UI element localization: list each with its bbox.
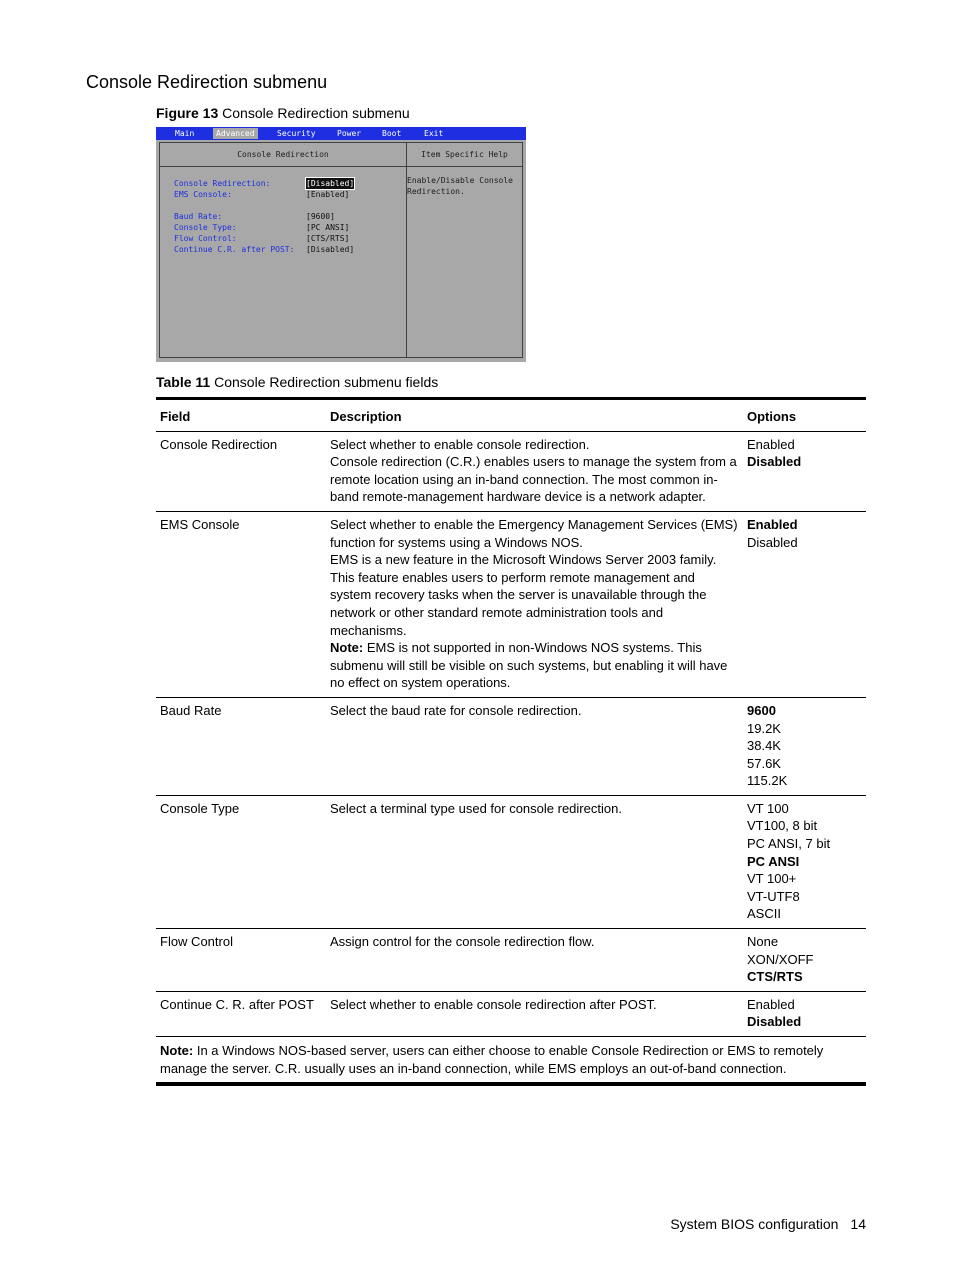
option-value: ASCII — [747, 906, 781, 922]
table-row — [156, 795, 866, 928]
table-label: Table 11 — [156, 374, 211, 390]
figure-caption-text: Console Redirection submenu — [222, 105, 410, 121]
field-cell: Console Type — [156, 795, 326, 928]
option-value: PC ANSI, 7 bit — [747, 836, 831, 852]
bios-item-value[interactable]: [9600] — [306, 212, 335, 221]
options-cell — [743, 795, 866, 928]
column-header-field: Field — [156, 399, 326, 432]
table-caption — [156, 374, 438, 390]
bios-menu-main[interactable]: Main — [175, 129, 195, 138]
option-value: None — [747, 934, 779, 950]
note-label: Note: — [330, 640, 364, 656]
option-value: Enabled — [747, 996, 795, 1012]
option-value: 38.4K — [747, 738, 781, 754]
description-cell — [326, 431, 743, 511]
section-title: Console Redirection submenu — [86, 72, 328, 92]
bios-menu-advanced[interactable]: Advanced — [213, 128, 258, 139]
field-cell: Baud Rate — [156, 697, 326, 795]
option-default: Disabled — [747, 454, 802, 470]
table-row — [156, 697, 866, 795]
option-value: VT 100 — [747, 800, 789, 816]
bios-menu-power[interactable]: Power — [337, 129, 362, 138]
bios-help-line: Enable/Disable Console — [407, 176, 513, 185]
bios-item-value[interactable]: [Disabled] — [306, 179, 355, 188]
option-default: CTS/RTS — [747, 969, 803, 985]
bios-menu-boot[interactable]: Boot — [382, 129, 402, 138]
option-default: Enabled — [747, 516, 798, 532]
option-value: VT 100+ — [747, 871, 797, 887]
page-footer — [670, 1216, 866, 1232]
option-default: 9600 — [747, 702, 776, 718]
bios-item-value[interactable]: [CTS/RTS] — [306, 234, 350, 243]
table-caption-text: Console Redirection submenu fields — [214, 374, 439, 390]
field-cell: EMS Console — [156, 511, 326, 697]
bios-item-label: Console Type: — [174, 223, 237, 232]
option-default: PC ANSI — [747, 853, 800, 869]
option-value: 19.2K — [747, 720, 781, 736]
bios-help-text — [407, 175, 517, 197]
description-cell — [326, 511, 743, 697]
footer-text: System BIOS configuration — [670, 1216, 839, 1232]
bios-item-label: EMS Console: — [174, 190, 232, 199]
description-note — [330, 639, 739, 692]
bios-menubar — [156, 127, 526, 140]
table-row — [156, 511, 866, 697]
table-row — [156, 991, 866, 1036]
field-cell: Continue C. R. after POST — [156, 991, 326, 1036]
column-header-description: Description — [326, 399, 743, 432]
bios-screenshot — [156, 127, 526, 362]
description-cell — [326, 795, 743, 928]
page-number: 14 — [850, 1216, 866, 1232]
bios-item-value[interactable]: [Disabled] — [306, 245, 355, 254]
table-footnote — [156, 1037, 866, 1085]
bios-panel-title: Console Redirection — [160, 143, 407, 167]
description-line: Select whether to enable the Emergency Management Services (EMS) function for systems using a Windows NOS. — [330, 516, 738, 550]
bios-help-title: Item Specific Help — [407, 143, 522, 167]
description-line: Select a terminal type used for console redirection. — [330, 800, 622, 816]
bios-item-label: Console Redirection: — [174, 179, 271, 188]
options-cell — [743, 697, 866, 795]
table-row — [156, 431, 866, 511]
bios-item-label: Flow Control: — [174, 234, 237, 243]
options-cell — [743, 511, 866, 697]
options-cell — [743, 431, 866, 511]
options-cell — [743, 929, 866, 992]
description-line: Assign control for the console redirection flow. — [330, 934, 595, 950]
bios-menu-security[interactable]: Security — [277, 129, 316, 138]
option-value: Disabled — [747, 534, 798, 550]
bios-help-line: Redirection. — [407, 187, 465, 196]
description-line: EMS is a new feature in the Microsoft Windows Server 2003 family. This feature enables users to perform remote management and system recovery tasks when the server is unavailable through the network or other standard remote administration tools and mechanisms. — [330, 552, 717, 638]
field-cell: Flow Control — [156, 929, 326, 992]
figure-caption — [156, 105, 410, 121]
footnote-label: Note: — [160, 1043, 194, 1058]
footnote-text: In a Windows NOS-based server, users can either choose to enable Console Redirection or EMS to remotely manage the server. C.R. usually uses an in-band connection, while EMS employs an out-of-band connection. — [160, 1043, 824, 1076]
table-row — [156, 929, 866, 992]
option-value: 115.2K — [747, 773, 788, 789]
description-line: Select whether to enable console redirection after POST. — [330, 996, 657, 1012]
option-value: XON/XOFF — [747, 951, 814, 967]
option-default: Disabled — [747, 1014, 802, 1030]
option-value: VT100, 8 bit — [747, 818, 818, 834]
fields-table — [156, 397, 866, 1086]
options-cell — [743, 991, 866, 1036]
description-cell — [326, 697, 743, 795]
bios-item-label: Continue C.R. after POST: — [174, 245, 295, 254]
bios-menu-exit[interactable]: Exit — [424, 129, 444, 138]
column-header-options: Options — [743, 399, 866, 432]
bios-item-value[interactable]: [Enabled] — [306, 190, 350, 199]
bios-item-label: Baud Rate: — [174, 212, 223, 221]
description-line: Console redirection (C.R.) enables users to manage the system from a remote location using an in-band connection. The most common in-band remote-management hardware device is a network adapter. — [330, 454, 737, 505]
field-cell: Console Redirection — [156, 431, 326, 511]
description-line: Select the baud rate for console redirection. — [330, 702, 582, 718]
option-value: 57.6K — [747, 755, 781, 771]
table-header-row — [156, 399, 866, 432]
description-cell — [326, 991, 743, 1036]
option-value: VT-UTF8 — [747, 888, 800, 904]
table-footnote-row — [156, 1037, 866, 1085]
description-line: Select whether to enable console redirection. — [330, 436, 590, 452]
note-text: EMS is not supported in non-Windows NOS systems. This submenu will still be visible on such systems, but enabling it will have no effect on system operations. — [330, 640, 728, 691]
option-value: Enabled — [747, 436, 795, 452]
figure-label: Figure 13 — [156, 105, 219, 121]
bios-item-value[interactable]: [PC ANSI] — [306, 223, 350, 232]
description-cell — [326, 929, 743, 992]
